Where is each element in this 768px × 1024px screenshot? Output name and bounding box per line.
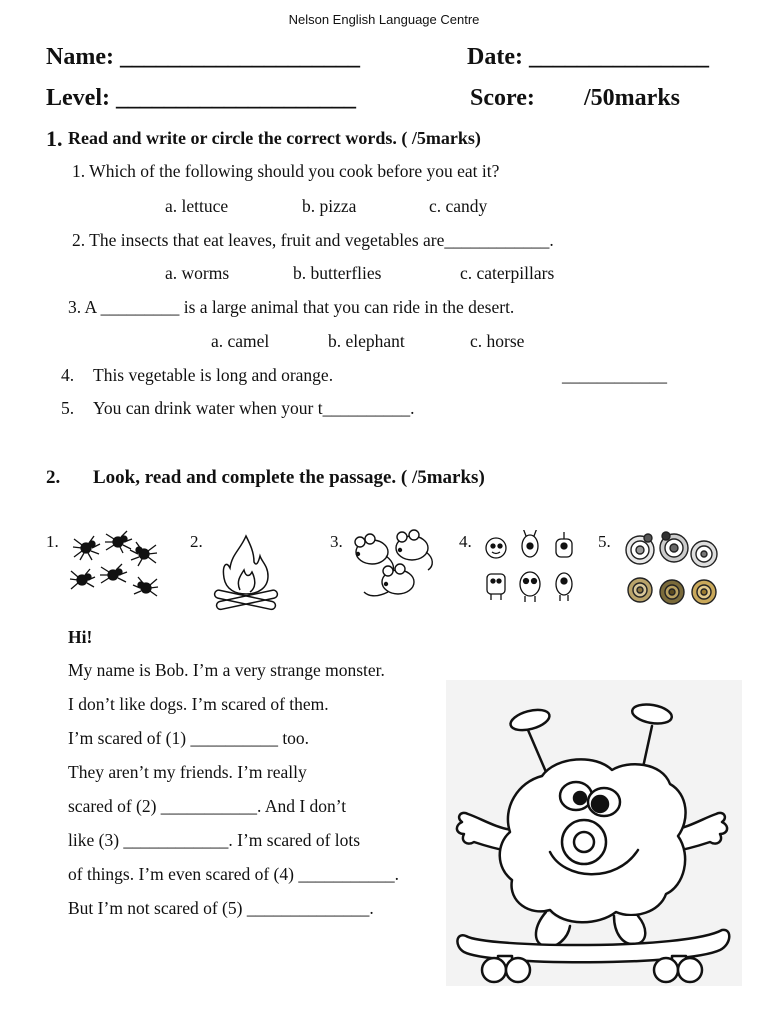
passage-line: They aren’t my friends. I’m really [68,762,307,782]
question-5-number: 5. [61,398,75,418]
passage-line-blank-5[interactable]: But I’m not scared of (5) ______________. [68,898,374,918]
picture-5-number: 5. [598,532,611,551]
question-3: 3. A _________ is a large animal that you can ride in the desert. [68,297,515,317]
q1-option-a[interactable]: a. lettuce [165,196,229,216]
q2-option-b[interactable]: b. butterflies [293,263,382,283]
question-4-number: 4. [61,365,75,385]
monster-illustration [446,680,742,986]
date-field[interactable]: Date: _______________ [467,44,709,70]
section2-title: Look, read and complete the passage. ( /5marks) [93,467,485,488]
q2-option-c[interactable]: c. caterpillars [460,263,555,283]
picture-2-number: 2. [190,532,203,551]
passage-line-blank-1[interactable]: I’m scared of (1) __________ too. [68,728,310,748]
section1-number: 1. [46,126,63,151]
mice-icon [350,528,440,606]
score-label: Score: [470,85,535,111]
name-field[interactable]: Name: ____________________ [46,44,360,70]
section2-number: 2. [46,467,61,488]
passage-line-blank-3[interactable]: like (3) ____________. I’m scared of lots [68,830,361,850]
passage-line-blank-2[interactable]: scared of (2) ___________. And I don’t [68,796,347,816]
q1-option-c[interactable]: c. candy [429,196,488,216]
picture-4-number: 4. [459,532,472,551]
question-2: 2. The insects that eat leaves, fruit and vegetables are____________. [72,230,554,250]
section1-title: Read and write or circle the correct words. ( /5marks) [68,128,481,148]
monsters-icon [480,530,580,606]
question-5: You can drink water when your t__________. [93,398,415,418]
picture-3-number: 3. [330,532,343,551]
snakes-icon [620,530,720,614]
q3-option-c[interactable]: c. horse [470,331,525,351]
question-4: This vegetable is long and orange. [93,365,334,385]
level-field[interactable]: Level: ____________________ [46,85,356,111]
centre-title: Nelson English Language Centre [288,12,480,27]
question-4-blank[interactable]: ____________ [562,365,667,385]
passage-line: My name is Bob. I’m a very strange monster. [68,660,385,680]
campfire-icon [210,532,282,614]
spiders-icon [68,530,163,602]
score-total: /50marks [584,85,680,111]
passage-line-blank-4[interactable]: of things. I’m even scared of (4) ___________. [68,864,399,884]
picture-1-number: 1. [46,532,59,551]
q1-option-b[interactable]: b. pizza [302,196,357,216]
passage-greeting: Hi! [68,627,93,647]
q3-option-b[interactable]: b. elephant [328,331,405,351]
question-1: 1. Which of the following should you cook before you eat it? [72,161,500,181]
passage-line: I don’t like dogs. I’m scared of them. [68,694,329,714]
q3-option-a[interactable]: a. camel [211,331,270,351]
q2-option-a[interactable]: a. worms [165,263,230,283]
